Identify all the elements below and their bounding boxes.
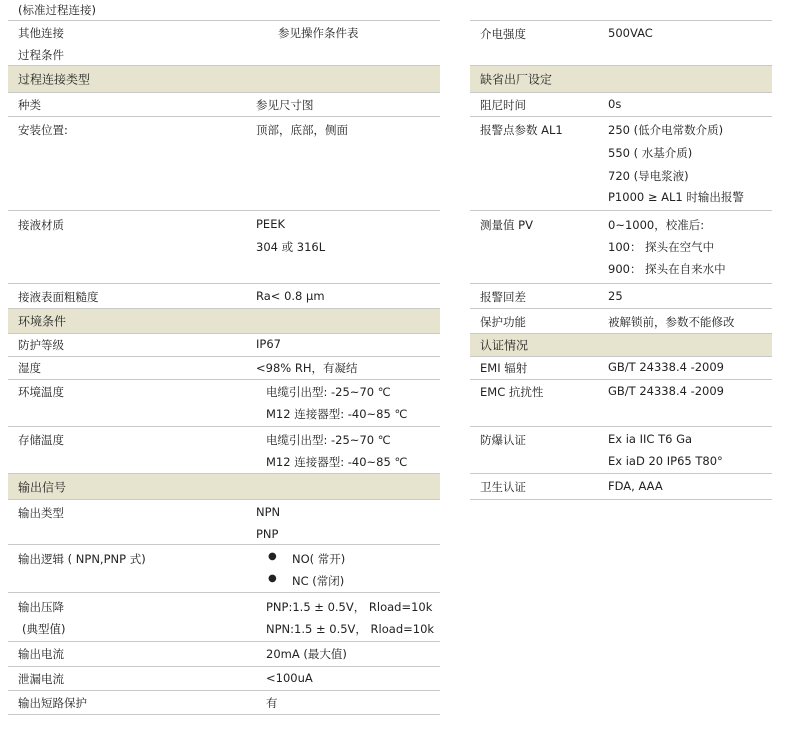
spec-row-install-position: [8, 117, 440, 211]
spec-row-emc: [470, 380, 772, 427]
spec-row-damping: [470, 93, 772, 117]
spec-label: 安装位置:: [18, 123, 68, 137]
spec-value: Ex iaD 20 IP65 T80°: [608, 454, 723, 468]
spec-value: 被解锁前，参数不能修改: [608, 315, 735, 329]
spec-value: 900： 探头在自来水中: [608, 262, 726, 276]
spec-value: P1000 ≥ AL1 时输出报警: [608, 190, 744, 204]
spec-label: 防护等级: [18, 338, 64, 352]
spec-value: 有: [266, 696, 278, 710]
spec-value: 0~1000，校准后:: [608, 218, 705, 232]
spec-label: 保护功能: [480, 315, 526, 329]
spec-value: PEEK: [256, 217, 286, 231]
spec-row-other-connection: [8, 21, 440, 66]
section-header-process-connection: [8, 66, 440, 93]
spec-value: M12 连接器型: -40~85 ℃: [266, 455, 408, 469]
section-title: 认证情况: [480, 338, 529, 353]
spec-label: 环境温度: [18, 385, 64, 399]
spec-label: 报警回差: [480, 290, 526, 304]
spec-value: FDA, AAA: [608, 479, 663, 493]
spec-value: 500VAC: [608, 26, 653, 40]
spec-value: PNP: [256, 527, 279, 541]
spec-label: 报警点参数 AL1: [480, 123, 563, 137]
spec-label: 介电强度: [480, 27, 526, 41]
spec-row-surface-roughness: [8, 284, 440, 309]
spec-row-output-current: [8, 642, 440, 667]
spec-value: GB/T 24338.4 -2009: [608, 384, 724, 398]
spec-value: IP67: [256, 337, 281, 351]
spec-row-humidity: [8, 357, 440, 380]
spec-label: (典型值): [22, 622, 66, 636]
spec-label: 卫生认证: [480, 480, 526, 494]
spec-row-leakage-current: [8, 667, 440, 691]
spec-label: 泄漏电流: [18, 672, 64, 686]
spec-label: 种类: [18, 98, 41, 112]
section-title: 缺省出厂设定: [480, 72, 553, 87]
section-title: 过程连接类型: [18, 72, 91, 87]
spec-label: 防爆认证: [480, 433, 526, 447]
spec-label: 存储温度: [18, 433, 64, 447]
spec-value: 电缆引出型: -25~70 ℃: [266, 433, 391, 447]
spec-value: 20mA (最大值): [266, 647, 347, 661]
spec-label: 湿度: [18, 361, 41, 375]
spec-row-type: [8, 93, 440, 117]
spec-label: 阻尼时间: [480, 98, 526, 112]
spec-row-protection-function: [470, 309, 772, 334]
spec-row-alarm-point: [470, 117, 772, 211]
spec-label: 其他连接: [18, 26, 64, 40]
spec-row-protection-class: [8, 334, 440, 357]
spec-value: 电缆引出型: -25~70 ℃: [266, 385, 391, 399]
spec-value: <98% RH，有凝结: [256, 361, 358, 375]
spec-value: 0s: [608, 97, 622, 111]
spec-value: GB/T 24338.4 -2009: [608, 360, 724, 374]
list-item: [264, 573, 414, 591]
spec-row-storage-temperature: [8, 427, 440, 474]
spec-label: 输出类型: [18, 506, 64, 520]
spec-value: 720 (导电浆液): [608, 169, 689, 183]
spec-label: 输出电流: [18, 647, 64, 661]
spec-row-short-circuit: [8, 691, 440, 715]
spec-label: 测量值 PV: [480, 218, 533, 232]
spec-row-ambient-temperature: [8, 380, 440, 427]
spec-label: 输出短路保护: [18, 696, 87, 710]
section-title: 输出信号: [18, 480, 67, 494]
spec-label: EMI 辐射: [480, 361, 528, 375]
spec-label: 接液材质: [18, 218, 64, 232]
spec-value: 304 或 316L: [256, 240, 326, 254]
spec-value: Ra< 0.8 μm: [256, 289, 325, 303]
section-header-output-signal: [8, 474, 440, 500]
spec-row-dielectric: [470, 21, 772, 66]
spec-value: 参见操作条件表: [278, 26, 359, 40]
spec-label: 输出压降: [18, 600, 64, 614]
spec-value: NO( 常开): [292, 552, 346, 566]
spec-row-emi: [470, 357, 772, 380]
section-title: 环境条件: [18, 314, 67, 329]
spec-row-output-logic: [8, 545, 440, 593]
spec-value: Ex ia IIC T6 Ga: [608, 432, 693, 446]
section-header-default-settings: [470, 66, 772, 93]
spec-value: NPN: [256, 505, 281, 519]
spec-value: 顶部，底部，侧面: [256, 123, 348, 137]
spec-label: 接液表面粗糙度: [18, 290, 99, 304]
spec-value: NC (常闭): [292, 574, 345, 588]
spec-row-output-voltage-drop: [8, 593, 440, 642]
section-note: (标准过程连接): [18, 3, 96, 17]
spec-value: M12 连接器型: -40~85 ℃: [266, 407, 408, 421]
spec-row-wetted-material: [8, 211, 440, 284]
spec-value: <100uA: [266, 671, 313, 685]
spec-label: 输出逻辑 ( NPN,PNP 式): [18, 552, 146, 566]
spec-row-explosion-proof: [470, 427, 772, 474]
section-header-certification: [470, 334, 772, 357]
spec-row-alarm-hysteresis: [470, 284, 772, 309]
spec-value: 100： 探头在空气中: [608, 240, 715, 254]
spec-label: EMC 抗扰性: [480, 385, 544, 399]
spec-row-output-type: [8, 500, 440, 545]
section-header-environment: [8, 309, 440, 334]
spec-label: 过程条件: [18, 48, 64, 62]
spec-value: PNP:1.5 ± 0.5V， Rload=10k: [266, 600, 433, 614]
spec-value: 250 (低介电常数介质): [608, 123, 724, 137]
spec-row-hygiene: [470, 474, 772, 500]
spec-value: 25: [608, 289, 623, 303]
spec-row-measured-value: [470, 211, 772, 284]
list-item: [264, 551, 414, 569]
spec-value: 参见尺寸图: [256, 98, 314, 112]
spec-value: 550 ( 水基介质): [608, 146, 693, 160]
bullet-icon: ●: [268, 551, 277, 562]
bullet-icon: ●: [268, 573, 277, 584]
spec-value: NPN:1.5 ± 0.5V， Rload=10k: [266, 622, 435, 636]
